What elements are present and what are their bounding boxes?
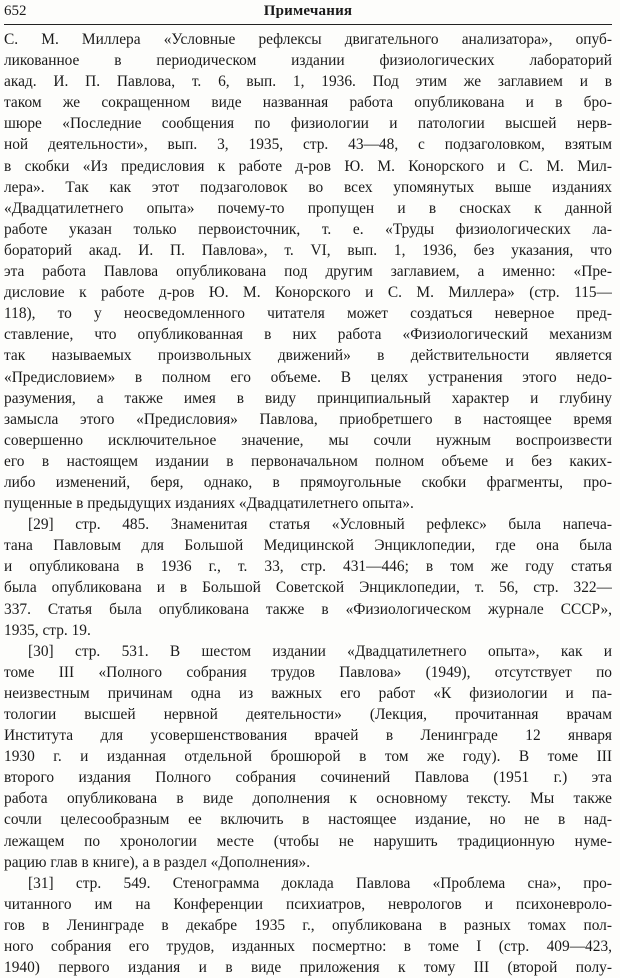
text-line: лежащем по хронологии месте (чтобы не нарушить традиционную нуме- [4,832,612,850]
text-line: 1930 г. и изданная отдельной брошюрой в том же году). В томе III [4,748,612,766]
text-line: его в настоящем издании в первоначальном полном объеме и без каких- [4,452,612,470]
text-line: работе указан только первоисточник, т. е. «Труды физиологических ла- [4,220,612,238]
text-line: таком же сокращенном виде названная работа опубликована и в бро- [4,94,612,112]
text-line: ного собрания его трудов, изданных посмертно: в томе I (стр. 409—423, [4,938,612,956]
text-line: С. М. Миллера «Условные рефлексы двигательного анализатора», опуб- [4,31,612,48]
text-line: так называемых произвольных движений» в действительности является [4,347,612,365]
text-line: тологии высшей нервной деятельности» (Лекция, прочитанная врачам [4,706,612,723]
text-line: 1940) первого издания и в виде приложения к тому III (второй полу- [4,959,612,977]
text-line: дисловие к работе д-ров Ю. М. Конорского и С. М. Миллера» (стр. 115— [4,284,612,302]
header-rule [4,24,612,25]
text-line: 118), то у неосведомленного читателя может создаться неверное пред- [4,305,612,323]
text-line: ставление, что опубликованная в них работа «Физиологический механизм [4,326,612,344]
text-line: «Предисловием» в полном его объеме. В целях устранения этого недо- [4,368,612,386]
text-line: эта работа Павлова опубликована под другим заглавием, а именно: «Пре- [4,263,612,281]
page-header [4,2,612,24]
text-line: гов в Ленинграде в декабре 1935 г., опубликована в разных томах пол- [4,916,612,934]
text-line: акад. И. П. Павлова, т. 6, вып. 1, 1936. Под этим же заглавием и в [4,73,612,91]
text-line: второго издания Полного собрания сочинений Павлова (1951 г.) эта [4,769,612,787]
text-line: 1935, стр. 19. [4,621,91,639]
text-line: сочли целесообразным ее включить в настоящее издание, но не в над- [4,811,612,829]
text-line: либо изменений, беря, однако, в прямоугольные скобки фрагменты, про- [4,473,612,491]
text-line: неизвестным причинам одна из важных его работ «К физиологии и па- [4,684,612,702]
text-line: замысла этого «Предисловия» Павлова, приобретшего в настоящее время [4,410,612,428]
text-line: разумения, а также имея в виду принципиальный характер и глубину [4,389,612,407]
page-number: 652 [4,3,27,19]
text-line: и опубликована в 1936 г., т. 33, стр. 431—446; в том же году статья [4,558,612,576]
text-line: 337. Статья была опубликована также в «Физиологическом журнале СССР», [4,600,612,618]
text-line: [31] стр. 549. Стенограмма доклада Павлова «Проблема сна», про- [28,874,612,892]
text-line: работа опубликована в виде дополнения к основному тексту. Мы также [4,790,612,808]
text-line: рацию глав в книге), а в раздел «Дополнения». [4,853,311,871]
text-line: совершенно исключительное значение, мы сочли нужным воспроизвести [4,431,612,449]
text-line: Института для усовершенствования врачей в Ленинграде 12 января [4,727,612,745]
text-line: лера». Так как этот подзаголовок во всех упомянутых выше изданиях [4,178,612,196]
text-line: [30] стр. 531. В шестом издании «Двадцатилетнего опыта», как и [28,642,612,660]
text-line: тана Павловым для Большой Медицинской Энциклопедии, где она была [4,537,612,555]
text-line: ликованное в периодическом издании физиологических лабораторий [4,52,612,70]
text-line: ной деятельности», вып. 3, 1935, стр. 43—48, с подзаголовком, взятым [4,136,612,154]
text-line: томе III «Полного собрания трудов Павлова» (1949), отсутствует по [4,663,612,681]
text-line: читанного им на Конференции психиатров, неврологов и психоневроло- [4,895,612,913]
text-line: пущенные в предыдущих изданиях «Двадцатилетнего опыта». [4,495,414,513]
notes-body [4,29,612,978]
text-line: «Двадцатилетнего опыта» почему-то пропущен и в сносках к данной [4,199,612,217]
text-line: в скобки «Из предисловия к работе д-ров Ю. М. Конорского и С. М. Мил- [4,157,612,175]
text-line: шюре «Последние сообщения по физиологии и патологии высшей нерв- [4,115,612,133]
text-line: была опубликована и в Большой Советской Энциклопедии, т. 56, стр. 322— [4,579,612,597]
text-line: бораторий акад. И. П. Павлова», т. VI, вып. 1, 1936, без указания, что [4,241,612,259]
running-head: Примечания [263,3,353,19]
text-line: [29] стр. 485. Знаменитая статья «Условный рефлекс» была напеча- [28,516,612,534]
